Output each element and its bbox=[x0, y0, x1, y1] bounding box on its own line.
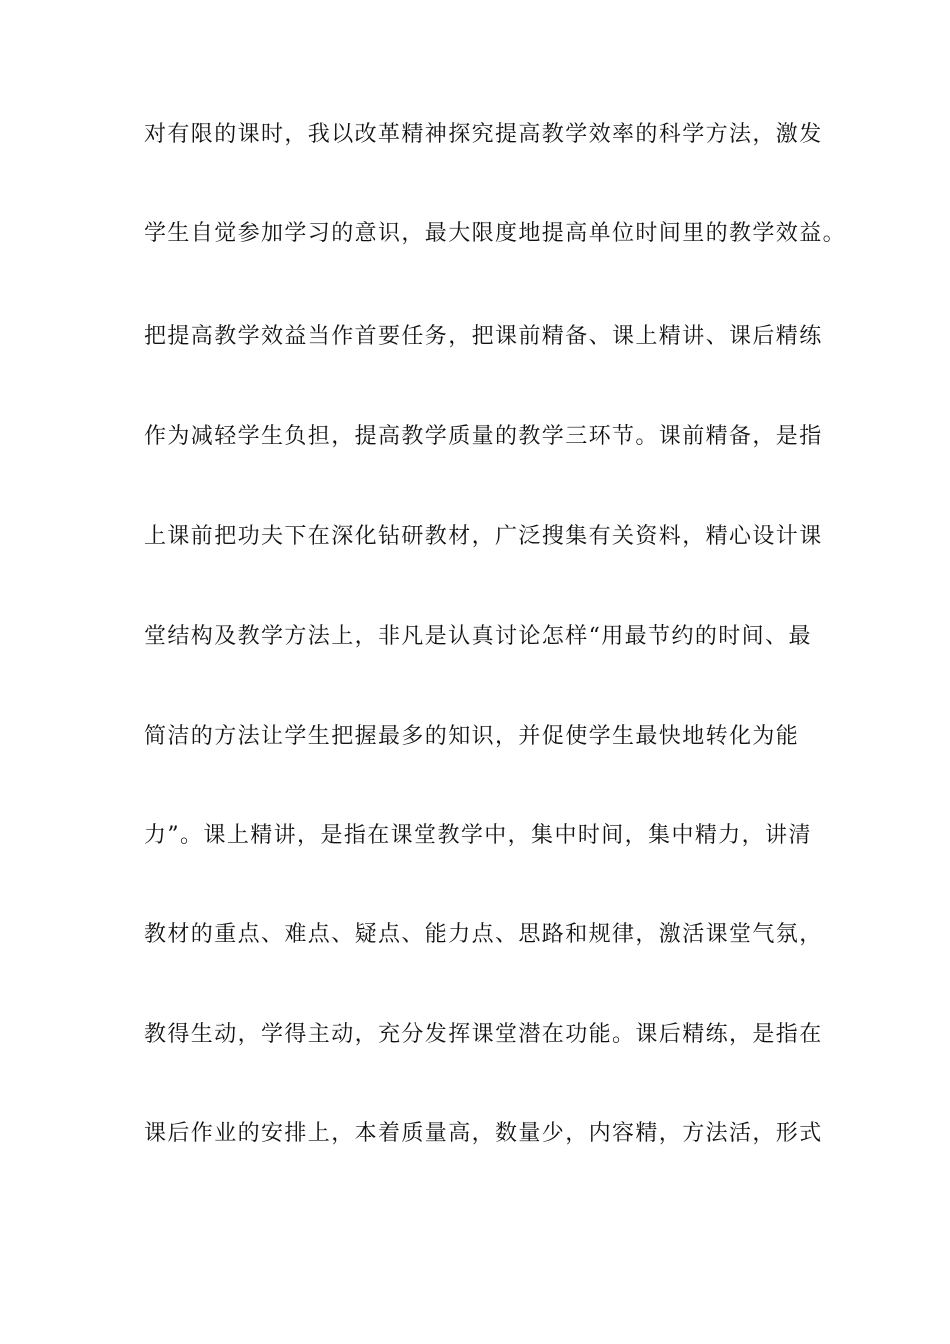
text-line: 力”。课上精讲，是指在课堂教学中，集中时间，集中精力，讲清 bbox=[144, 823, 812, 848]
text-line: 教材的重点、难点、疑点、能力点、思路和规律，激活课堂气氛， bbox=[144, 922, 823, 947]
text-line: 教得生动，学得主动，充分发挥课堂潜在功能。课后精练，是指在 bbox=[144, 1022, 823, 1047]
text-line: 课后作业的安排上，本着质量高，数量少，内容精，方法活，形式 bbox=[144, 1121, 823, 1146]
text-line: 简洁的方法让学生把握最多的知识，并促使学生最快地转化为能 bbox=[144, 724, 800, 749]
text-line: 作为减轻学生负担，提高教学质量的教学三环节。课前精备，是指 bbox=[144, 424, 823, 449]
text-line: 学生自觉参加学习的意识，最大限度地提高单位时间里的教学效益。 bbox=[144, 221, 847, 246]
text-line: 上课前把功夫下在深化钻研教材，广泛搜集有关资料，精心设计课 bbox=[144, 524, 823, 549]
text-line: 把提高教学效益当作首要任务，把课前精备、课上精讲、课后精练 bbox=[144, 324, 823, 349]
text-line: 堂结构及教学方法上，非凡是认真讨论怎样“用最节约的时间、最 bbox=[144, 624, 812, 649]
text-line: 对有限的课时，我以改革精神探究提高教学效率的科学方法，激发 bbox=[144, 122, 823, 147]
